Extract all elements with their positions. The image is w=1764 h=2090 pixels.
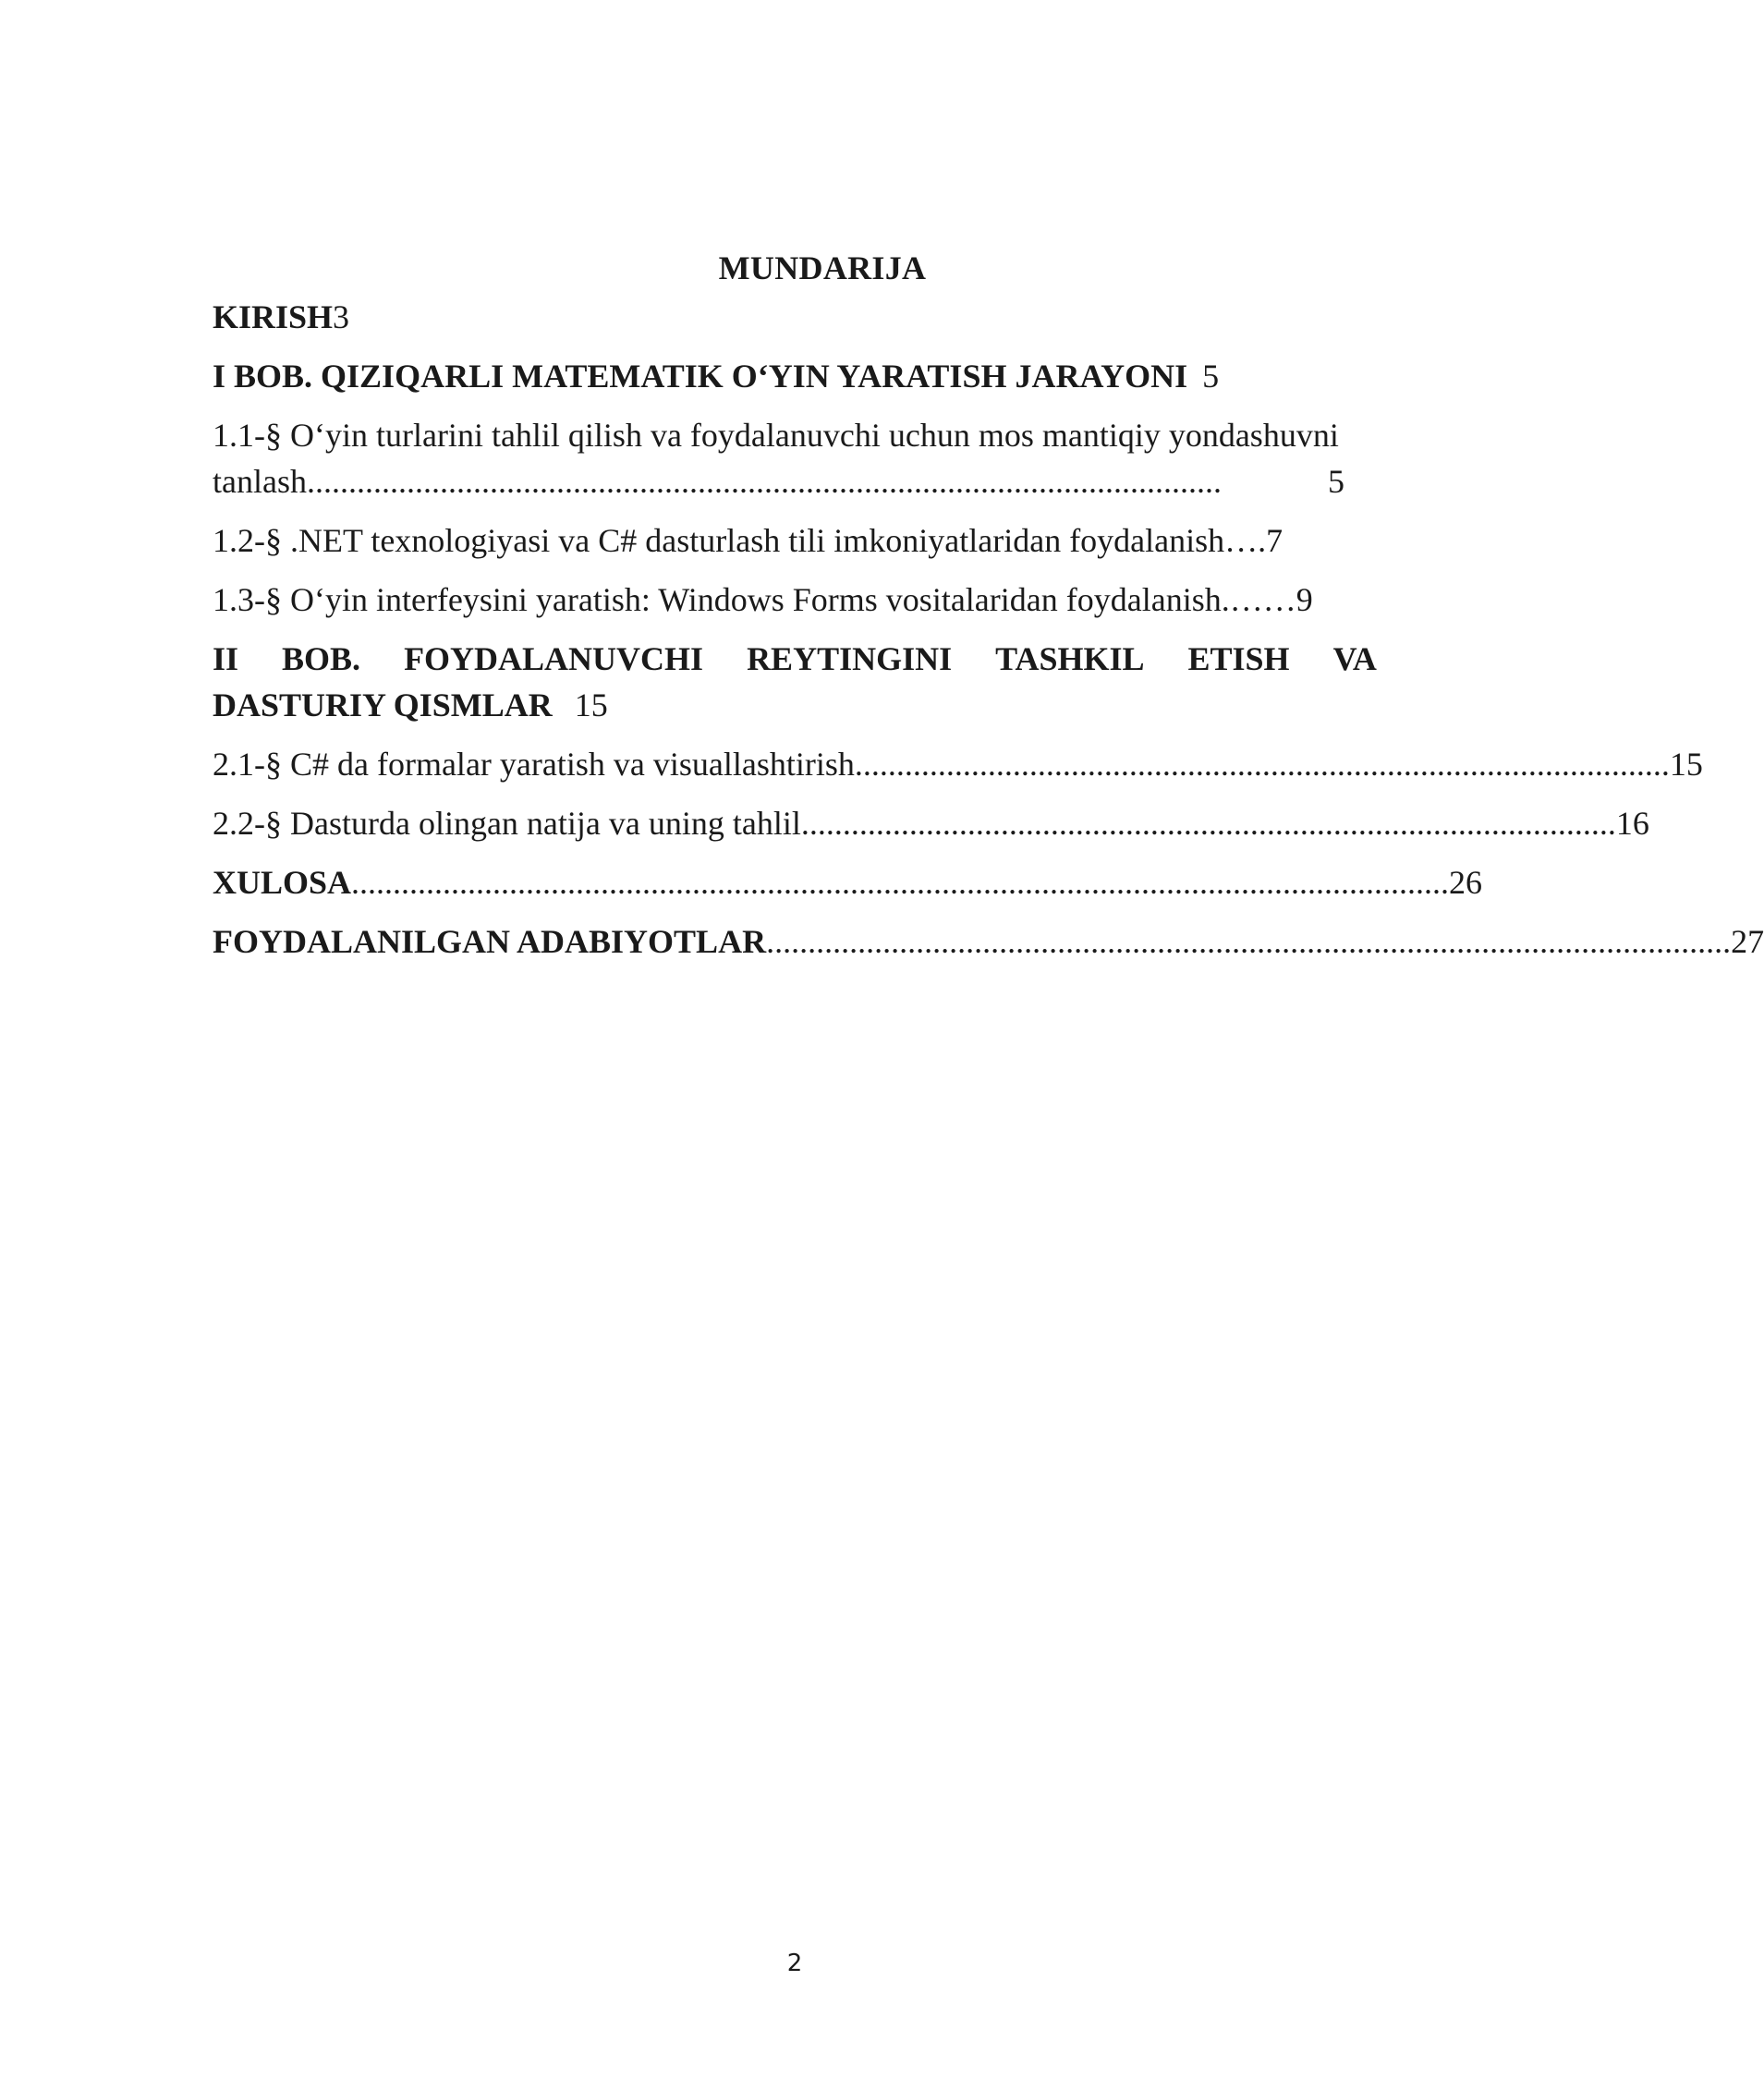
toc-leader-dots: ..................................................................................................: [800, 805, 1616, 842]
toc-entry-page: 5: [1328, 463, 1344, 500]
toc-entry-label: DASTURIY QISMLAR: [213, 687, 553, 723]
toc-leader-dots: ..............................................................................................................: [306, 463, 1222, 500]
toc-entry-page: 15: [574, 687, 608, 723]
toc-entry-label: 2.1-§ C# da formalar yaratish va visuallashtirish: [213, 746, 855, 783]
toc-word: BOB.: [282, 640, 361, 677]
toc-entry-adabiyotlar[interactable]: [213, 918, 1764, 965]
toc-leader-dots: ....................................................................................................................................: [351, 864, 1450, 901]
toc-word: ETISH: [1187, 640, 1290, 677]
toc-entry-label: FOYDALANILGAN ADABIYOTLAR: [213, 923, 767, 960]
toc-leader-dots: ……: [1229, 581, 1296, 618]
toc-entry-section-2-1[interactable]: [213, 741, 1703, 787]
toc-entry-section-2-2[interactable]: [213, 800, 1649, 846]
toc-title: MUNDARIJA: [718, 249, 927, 286]
toc-word: II: [213, 640, 239, 677]
toc-word: TASHKIL: [995, 640, 1145, 677]
toc-entry-page: 26: [1449, 864, 1483, 901]
toc-entry-page: 5: [1202, 358, 1220, 395]
page-number: 2: [786, 1950, 803, 1977]
table-of-contents: [213, 242, 1764, 965]
toc-word: REYTINGINI: [747, 640, 953, 677]
toc-word: FOYDALANUVCHI: [404, 640, 704, 677]
toc-entry-label-line-1: 1.1-§ O‘yin turlarini tahlil qilish va foydalanuvchi uchun mos mantiqiy yondashuvni: [213, 417, 1339, 454]
toc-entry-page: 7: [1266, 522, 1283, 559]
toc-word: VA: [1332, 640, 1377, 677]
toc-entry-label: I BOB. QIZIQARLI MATEMATIK O‘YIN YARATISH JARAYONI: [213, 358, 1188, 395]
toc-entry-page: 9: [1296, 581, 1313, 618]
toc-entry-label-line-1: [213, 636, 1377, 682]
toc-entry-label-line-2: tanlash: [213, 463, 307, 500]
toc-entry-label-line-2: [213, 682, 1377, 728]
toc-entry-section-1-2[interactable]: [213, 517, 1377, 564]
toc-entry-label: 1.2-§ .NET texnologiyasi va C# dasturlash tili imkoniyatlaridan foydalanish: [213, 522, 1225, 559]
toc-entry-kirish[interactable]: [213, 294, 1377, 340]
toc-entry-page: 27: [1731, 923, 1764, 960]
toc-entry-label: KIRISH: [213, 298, 334, 335]
toc-entry-line-2: [213, 458, 1344, 504]
toc-entry-section-1-1[interactable]: [213, 412, 1377, 504]
toc-entry-label: 2.2-§ Dasturda olingan natija va uning tahlil: [213, 805, 801, 842]
toc-entry-chapter-2[interactable]: [213, 636, 1377, 728]
toc-entry-page: 16: [1615, 805, 1649, 842]
toc-entry-label: 1.3-§ O‘yin interfeysini yaratish: Windows Forms vositalaridan foydalanish.: [213, 581, 1230, 618]
toc-entry-xulosa[interactable]: [213, 859, 1483, 905]
toc-leader-dots: ….: [1224, 522, 1267, 559]
toc-entry-section-1-3[interactable]: [213, 577, 1377, 623]
toc-entry-chapter-1[interactable]: [213, 353, 1377, 399]
toc-entry-page: 3: [333, 298, 350, 335]
toc-entry-label: XULOSA: [213, 864, 352, 901]
toc-leader-dots: ..................................................................................................: [854, 746, 1670, 783]
toc-entry-page: 15: [1669, 746, 1703, 783]
toc-leader-dots: ....................................................................................................................: [766, 923, 1732, 960]
